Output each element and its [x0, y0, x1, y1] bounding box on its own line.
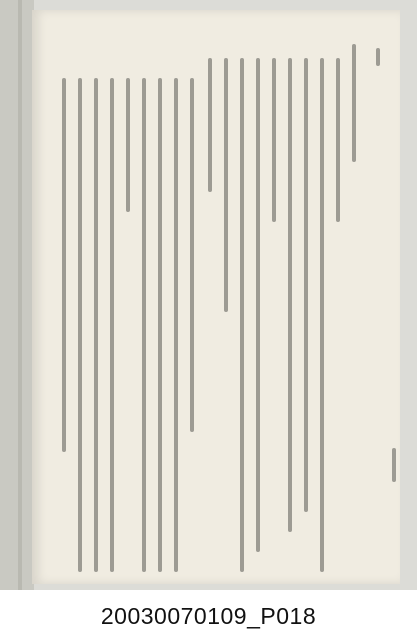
image-id-caption: 20030070109_P018 [100, 602, 317, 629]
book-page [32, 10, 400, 584]
unreadable-text-columns [32, 10, 400, 584]
